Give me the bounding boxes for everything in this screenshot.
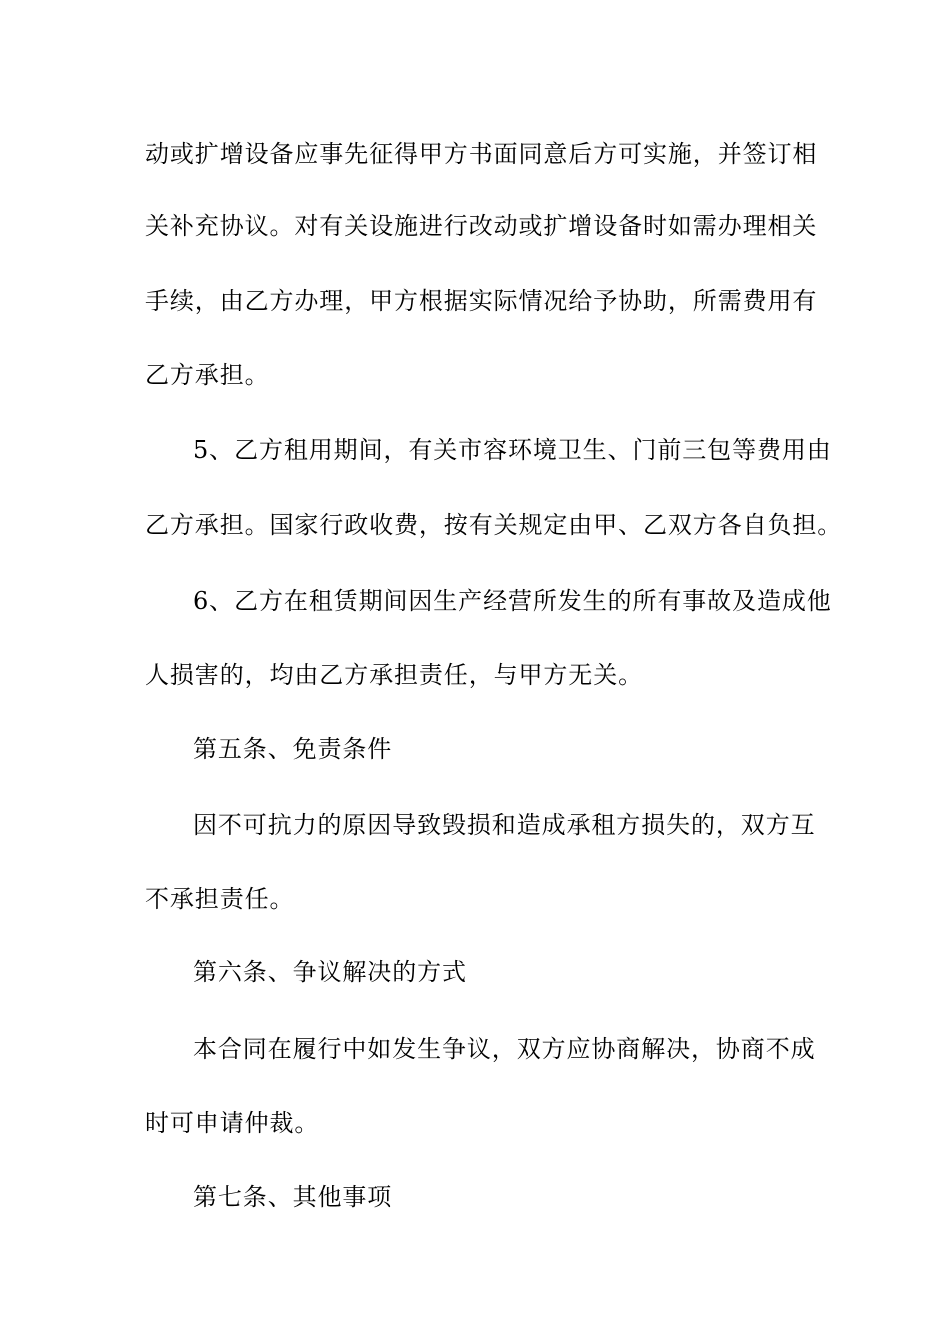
body-text-line: 乙方承担。 xyxy=(145,361,270,389)
body-text-line: 5、乙方租用期间，有关市容环境卫生、门前三包等费用由 xyxy=(193,436,832,464)
body-text-line: 因不可抗力的原因导致毁损和造成承租方损失的，双方互 xyxy=(193,811,816,839)
body-text-line: 本合同在履行中如发生争议，双方应协商解决，协商不成 xyxy=(193,1035,816,1063)
body-text-line: 乙方承担。国家行政收费，按有关规定由甲、乙双方各自负担。 xyxy=(145,511,843,539)
body-text-line: 手续，由乙方办理，甲方根据实际情况给予协助，所需费用有 xyxy=(145,287,818,315)
body-text-line: 关补充协议。对有关设施进行改动或扩增设备时如需办理相关 xyxy=(145,212,818,240)
body-text-line: 不承担责任。 xyxy=(145,885,295,913)
body-text-line: 人损害的，均由乙方承担责任，与甲方无关。 xyxy=(145,661,643,689)
section-heading: 第五条、免责条件 xyxy=(193,735,393,763)
body-text-line: 时可申请仲裁。 xyxy=(145,1109,320,1137)
section-heading: 第七条、其他事项 xyxy=(193,1183,393,1211)
body-text-line: 动或扩增设备应事先征得甲方书面同意后方可实施，并签订相 xyxy=(145,140,818,168)
section-heading: 第六条、争议解决的方式 xyxy=(193,958,467,986)
body-text-line: 6、乙方在租赁期间因生产经营所发生的所有事故及造成他 xyxy=(193,587,832,615)
